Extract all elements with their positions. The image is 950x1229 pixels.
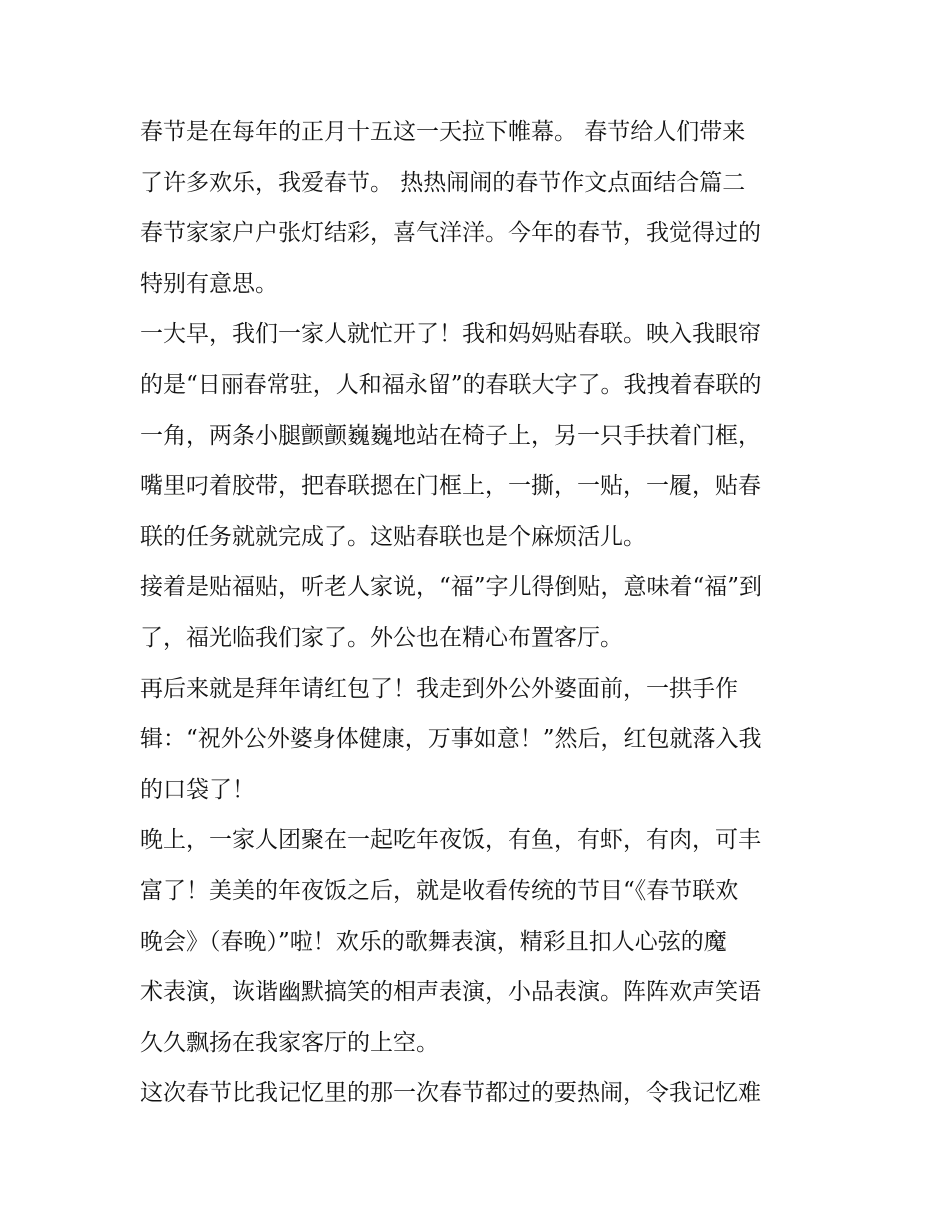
text-line: 的口袋了！ [140, 776, 255, 803]
text-line: 了，福光临我们家了。外公也在精心布置客厅。 [140, 624, 623, 651]
text-line: 嘴里叼着胶带，把春联摁在门框上，一撕，一贴，一履，贴春 [140, 473, 761, 500]
text-line: 术表演，诙谐幽默搞笑的相声表演，小品表演。阵阵欢声笑语 [140, 979, 761, 1006]
text-line: 的是“日丽春常驻，人和福永留”的春联大字了。我拽着春联的 [140, 371, 762, 398]
text-line: 晚上，一家人团聚在一起吃年夜饭，有鱼，有虾，有肉，可丰 [140, 827, 761, 854]
text-line: 春节是在每年的正月十五这一天拉下帷幕。 春节给人们带来 [140, 119, 746, 145]
text-line: 这次春节比我记忆里的那一次春节都过的要热闹，令我记忆难 [140, 1080, 761, 1107]
text-line: 一大早，我们一家人就忙开了！我和妈妈贴春联。映入我眼帘 [140, 321, 761, 348]
text-line: 了许多欢乐，我爱春节。 热热闹闹的春节作文点面结合篇二 [140, 169, 746, 196]
text-line: 富了！美美的年夜饭之后，就是收看传统的节目“《春节联欢 [140, 877, 739, 904]
text-line: 接着是贴福贴，听老人家说，“福”字儿得倒贴，意味着“福”到 [140, 574, 763, 601]
text-line: 辑：“祝外公外婆身体健康，万事如意！”然后，红包就落入我 [140, 726, 762, 753]
text-line: 联的任务就就完成了。这贴春联也是个麻烦活儿。 [140, 523, 646, 550]
text-line: 特别有意思。 [140, 270, 278, 297]
text-line: 晚会》（春晚）”啦！欢乐的歌舞表演，精彩且扣人心弦的魔 [140, 928, 727, 955]
text-line: 久久飘扬在我家客厅的上空。 [140, 1029, 439, 1056]
text-line: 一角，两条小腿颤颤巍巍地站在椅子上，另一只手扶着门框， [140, 422, 761, 449]
essay-text [140, 107, 830, 1119]
text-line: 春节家家户户张灯结彩，喜气洋洋。今年的春节，我觉得过的 [140, 220, 761, 247]
text-line: 再后来就是拜年请红包了！我走到外公外婆面前，一拱手作 [140, 675, 738, 702]
